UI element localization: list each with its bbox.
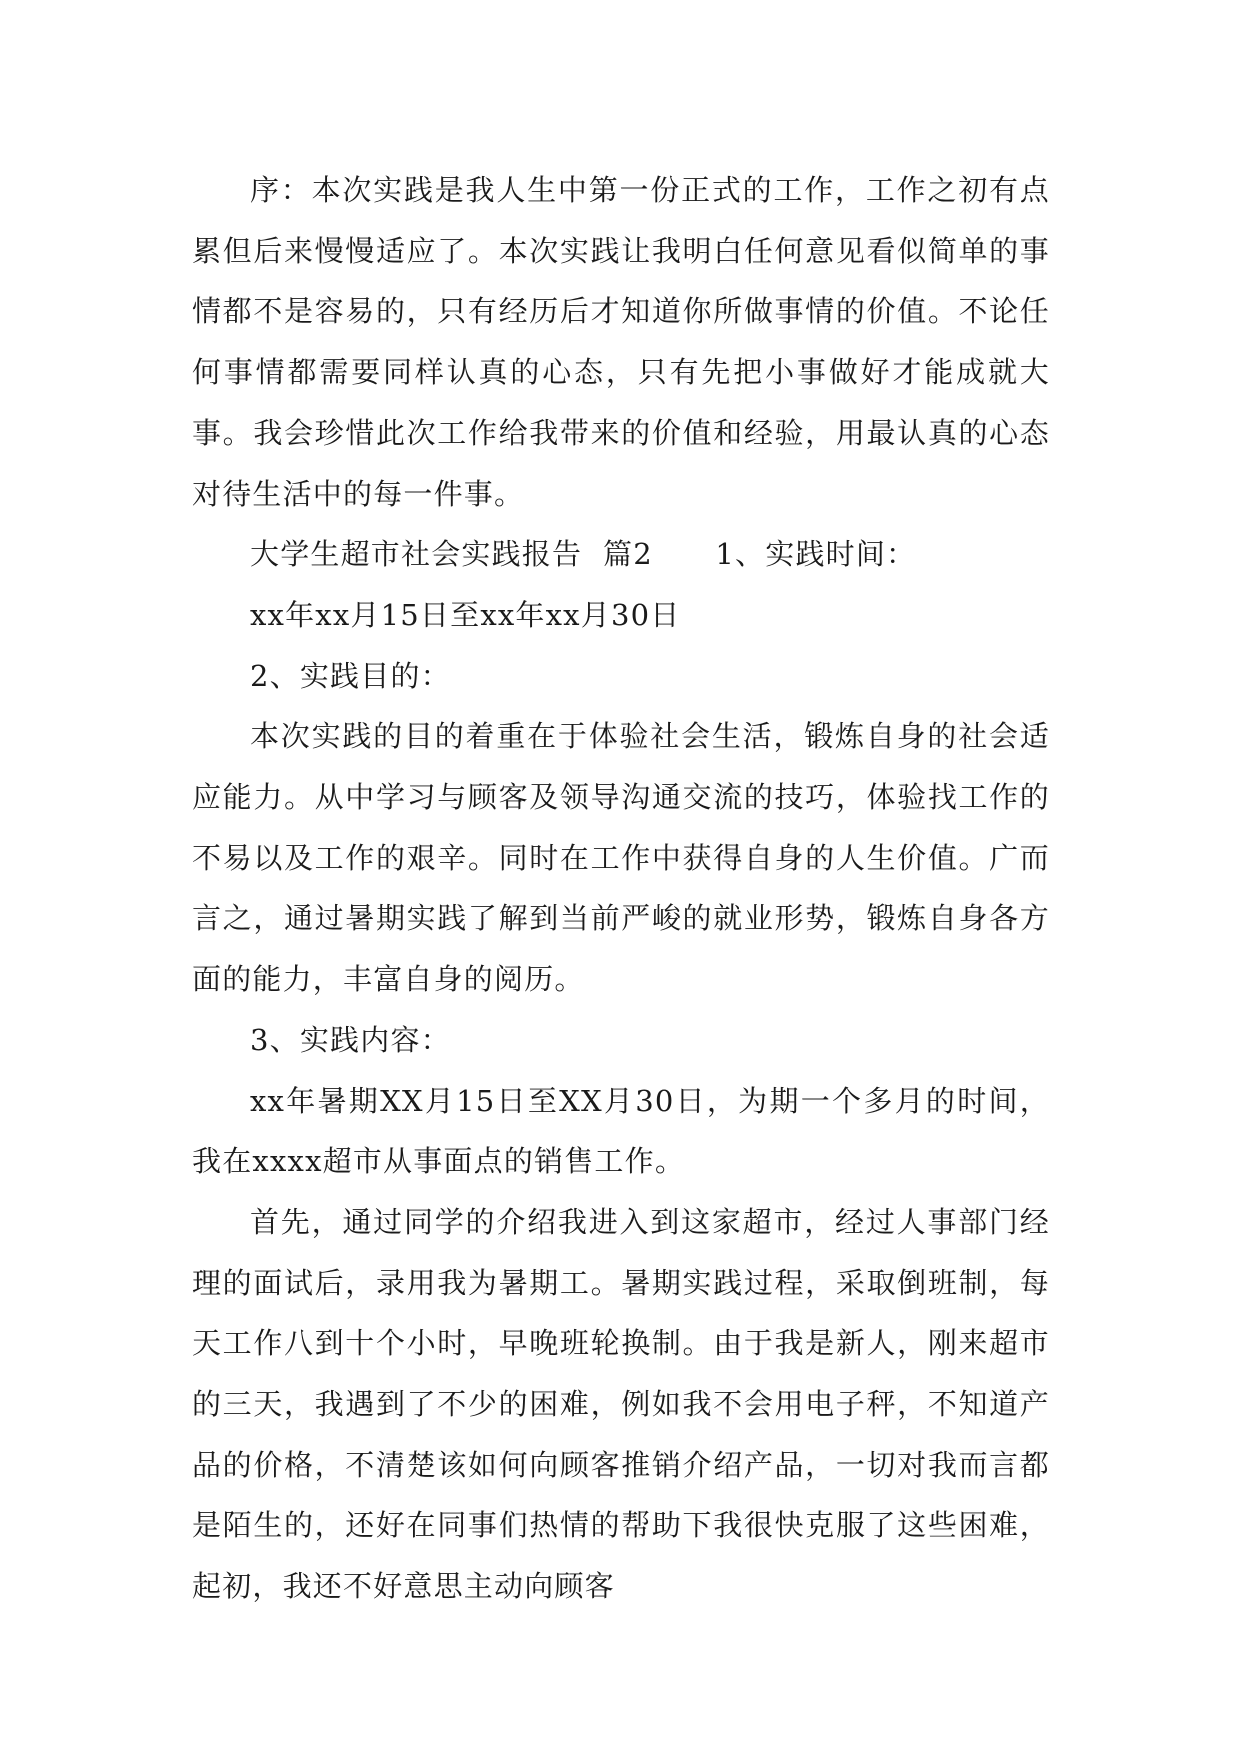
practice-content-heading: 3、实践内容： [250,1022,451,1057]
document-body [192,160,1050,1617]
preface-paragraph: 序：本次实践是我人生中第一份正式的工作，工作之初有点累但后来慢慢适应了。本次实践让我明白任何意见看似简单的事情都不是容易的，只有经历后才知道你所做事情的价值。不论任何事情都需要同样认真的心态，只有先把小事做好才能成就大事。我会珍惜此次工作给我带来的价值和经验，用最认真的心态对待生活中的每一件事。 [192,173,1050,511]
report-title-line: 大学生超市社会实践报告 篇2 1、实践时间： [250,537,917,572]
practice-purpose-heading: 2、实践目的： [250,658,451,693]
practice-time-paragraph: xx年xx月15日至xx年xx月30日 [250,597,681,632]
first-experience-paragraph: 首先，通过同学的介绍我进入到这家超市，经过人事部门经理的面试后，录用我为暑期工。暑期实践过程，采取倒班制，每天工作八到十个小时，早晚班轮换制。由于我是新人，刚来超市的三天，我遇到了不少的困难，例如我不会用电子秤，不知道产品的价格，不清楚该如何向顾客推销介绍产品，一切对我而言都是陌生的，还好在同事们热情的帮助下我很快克服了这些困难，起初，我还不好意思主动向顾客 [192,1204,1050,1604]
practice-purpose-paragraph: 本次实践的目的着重在于体验社会生活，锻炼自身的社会适应能力。从中学习与顾客及领导沟通交流的技巧，体验找工作的不易以及工作的艰辛。同时在工作中获得自身的人生价值。广而言之，通过暑期实践了解到当前严峻的就业形势，锻炼自身各方面的能力，丰富自身的阅历。 [192,719,1050,997]
practice-content-paragraph: xx年暑期XX月15日至XX月30日，为期一个多月的时间，我在xxxx超市从事面点的销售工作。 [192,1083,1050,1179]
